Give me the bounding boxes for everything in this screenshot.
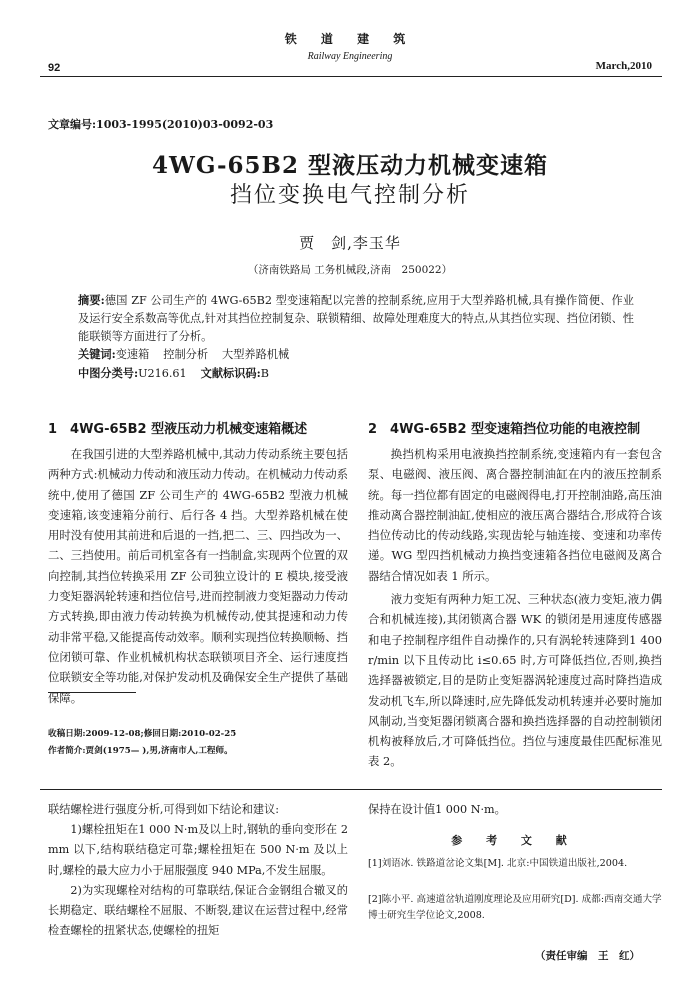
classification — [78, 365, 269, 381]
title-line-2: 挡位变换电气控制分析 — [229, 183, 470, 208]
doc-code: B — [260, 367, 269, 380]
abstract-label: 摘要: — [78, 293, 105, 307]
previous-article-text — [48, 800, 348, 941]
clc-code: U216.61 — [138, 367, 187, 380]
section-2-paragraph-2: 液力变矩有两种力矩工况、三种状态(液力变矩,液力偶合和机械连接),其闭锁离合器 WK 的锁闭是用速度传感器和电子控制程序组件自动操作的,只有涡轮转速降到1 400 r/min 以下且传动比 i≤0.65 时,方可降低挡位,否则,换挡选择器被锁定,目的是防止变矩器涡轮速度过高时降挡造成发动机飞车,所以降速时,应先降低发动机转速并必要时施加风制动,当变矩器闭锁离合器和换挡选择器的自动控制锁闭机构被释放后,才可降低挡位。挡位与速度最佳匹配标准见表 2。 — [368, 592, 662, 769]
article-number: 文章编号:1003-1995(2010)03-0092-03 — [48, 118, 274, 131]
conclusion-item-2: 2)为实现螺栓对结构的可靠联结,保证合金钢组合辙叉的长期稳定、联结螺栓不屈服、不断裂,建议在运营过程中,经常检查螺栓的扭紧状态,使螺栓的扭矩 — [48, 883, 348, 938]
abstract-text: 德国 ZF 公司生产的 4WG-65B2 型变速箱配以完善的控制系统,应用于大型养路机械,具有操作简便、作业及运行安全系数高等优点,针对其挡位控制复杂、联锁精细、故障处理难度大的特点,从其挡位实现、挡位闭锁、性能联锁等方面进行了分析。 — [78, 294, 634, 343]
conclusion-intro: 联结螺栓进行强度分析,可得到如下结论和建议: — [48, 803, 280, 816]
conclusion-item-1: 1)螺栓扭矩在1 000 N·m及以上时,钢轨的垂向变形在 2 mm 以下,结构联结稳定可靠;螺栓扭矩在 500 N·m 及以上时,螺栓的最大应力小于屈服强度 940 MPa,不发生屈服。 — [48, 823, 348, 877]
keyword: 变速箱 — [115, 348, 150, 361]
responsible-editor: （责任审编 王 红） — [535, 950, 640, 962]
references-title: 参 考 文 献 — [451, 834, 577, 847]
conclusion-continuation: 保持在设计值1 000 N·m。 — [368, 803, 506, 816]
doc-code-label: 文献标识码: — [200, 366, 261, 380]
page-number: 92 — [48, 62, 61, 74]
section-1-heading: 1 4WG-65B2 型液压动力机械变速箱概述 — [48, 422, 308, 437]
received-date: 收稿日期:2009-12-08;修回日期:2010-02-25 — [48, 729, 237, 739]
keyword: 控制分析 — [163, 348, 209, 361]
authors: 贾 剑,李玉华 — [299, 234, 401, 252]
affiliation: （济南铁路局 工务机械段,济南 250022） — [247, 264, 453, 276]
section-2-heading: 2 4WG-65B2 型变速箱挡位功能的电液控制 — [368, 422, 641, 437]
reference-item: [2]陈小平. 高速道岔轨道刚度理论及应用研究[D]. 成都:西南交通大学博士研究生学位论文,2008. — [368, 894, 662, 921]
section-1-body — [48, 444, 348, 708]
author-bio: 作者简介:贾剑(1975— ),男,济南市人,工程师。 — [48, 746, 233, 756]
journal-name-cn: 铁 道 建 筑 — [284, 32, 416, 46]
section-2-paragraph-1: 换挡机构采用电液换挡控制系统,变速箱内有一套包含泵、电磁阀、液压阀、离合器控制油缸在内的液压控制系统。每一挡位都有固定的电磁阀得电,打开控制油路,高压油推动离合器控制油缸,使相应的液压离合器结合,形成符合该挡位传动比的传动线路,实现齿轮与轴连接、变速和功率传递。WG 型四挡机械动力换挡变速箱各挡位电磁阀及离合器结合情况如表 1 所示。 — [368, 447, 662, 583]
abstract — [78, 291, 634, 346]
keywords-label: 关键词: — [78, 347, 116, 361]
article-divider — [40, 789, 662, 790]
keywords — [78, 346, 289, 362]
keyword: 大型养路机械 — [222, 348, 290, 361]
header-rule — [40, 76, 662, 77]
footnote-rule — [48, 692, 136, 693]
issue-date: March,2010 — [595, 60, 652, 72]
section-1-paragraph: 在我国引进的大型养路机械中,其动力传动系统主要包括两种方式:机械动力传动和液压动力传动。在机械动力传动系统中,使用了德国 ZF 公司生产的 4WG-65B2 型液力机械变速箱,该变速箱分前行、后行各 4 挡。大型养路机械在使用时没有使用其前进和后退的一挡,把二、三、四挡改为一、二、三挡使用。前后司机室各有一挡制盒,实现两个位置的双向控制,其挡位转换采用 ZF 公司独立设计的 E 模块,接受液力变矩器涡轮转速和挡位信号,进而控制液力变矩器动力传动方式转换,即由液力传动转换为机械传动,使其提速和动力传动非常平稳,又能提高传动效率。顺利实现挡位转换顺畅、挡位闭锁可靠、作业机械机构状态联锁项目齐全、运行速度挡位联锁安全等功能,对保护发动机及确保安全生产提供了基础保障。 — [48, 447, 348, 705]
reference-item: [1]刘语冰. 铁路道岔论文集[M]. 北京:中国铁道出版社,2004. — [368, 858, 628, 869]
section-2-body — [368, 444, 662, 772]
journal-name-en: Railway Engineering — [307, 51, 393, 62]
title-line-1: 4WG-65B2 型液压动力机械变速箱 — [152, 152, 548, 179]
clc-label: 中图分类号: — [78, 366, 139, 380]
